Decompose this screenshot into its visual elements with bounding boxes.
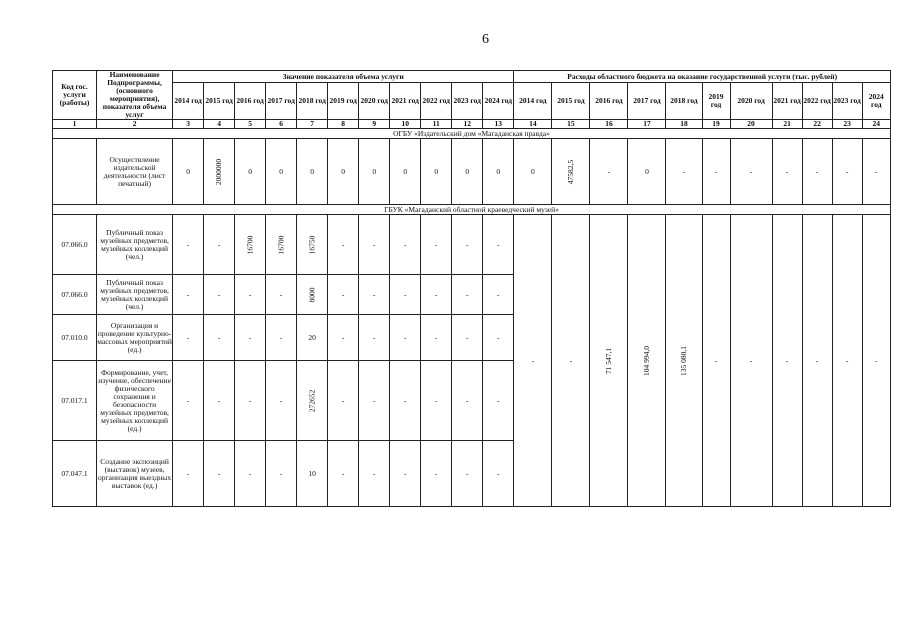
column-number: 18 <box>666 120 702 129</box>
volume-value: - <box>452 275 483 315</box>
expense-value <box>590 215 628 507</box>
column-number: 1 <box>53 120 97 129</box>
volume-value: - <box>328 275 359 315</box>
volume-value: - <box>235 275 266 315</box>
column-number: 19 <box>702 120 730 129</box>
expense-value-text: 104 994,0 <box>641 345 651 376</box>
volume-value: - <box>173 315 204 361</box>
column-number: 13 <box>483 120 514 129</box>
row-code <box>53 139 97 205</box>
volume-value: - <box>390 215 421 275</box>
volume-value: 0 <box>328 139 359 205</box>
column-number: 22 <box>802 120 832 129</box>
volume-value: 0 <box>297 139 328 205</box>
volume-value: 0 <box>235 139 266 205</box>
volume-value: - <box>204 215 235 275</box>
expense-value: - <box>772 215 802 507</box>
column-number: 20 <box>730 120 772 129</box>
expense-value: - <box>514 215 552 507</box>
services-table <box>52 70 891 507</box>
volume-year-header: 2022 год <box>421 83 452 120</box>
column-number: 7 <box>297 120 328 129</box>
volume-year-header: 2020 год <box>359 83 390 120</box>
expense-year-header: 2017 год <box>628 83 666 120</box>
expense-value: - <box>590 139 628 205</box>
volume-value-text: 8000 <box>307 287 317 302</box>
row-name: Публичный показ музейных предметов, музейных коллекций (чел.) <box>97 275 173 315</box>
volume-year-header: 2018 год <box>297 83 328 120</box>
volume-value: - <box>328 215 359 275</box>
expense-year-header: 2024 год <box>862 83 890 120</box>
volume-value: - <box>328 361 359 441</box>
volume-year-header: 2015 год <box>204 83 235 120</box>
volume-value: - <box>390 361 421 441</box>
expense-value: - <box>702 215 730 507</box>
org2-title: ГБУК «Магаданский областной краеведческий музей» <box>53 205 891 215</box>
volume-value: - <box>452 441 483 507</box>
row-name: Формирование, учет, изучение, обеспечение физического сохранения и безопасности музейных предметов, музейных коллекций (ед.) <box>97 361 173 441</box>
expense-value: 0 <box>514 139 552 205</box>
column-number: 17 <box>628 120 666 129</box>
volume-value <box>235 215 266 275</box>
volume-value: - <box>483 361 514 441</box>
expense-year-header: 2022 год <box>802 83 832 120</box>
expense-value-text: 47582,5 <box>565 159 575 184</box>
row-name: Осуществление издательской деятельности (лист печатный) <box>97 139 173 205</box>
expense-year-header: 2014 год <box>514 83 552 120</box>
expense-value: - <box>802 139 832 205</box>
volume-value: 0 <box>390 139 421 205</box>
column-number: 23 <box>832 120 862 129</box>
expense-year-header: 2019 год <box>702 83 730 120</box>
header-expense-group: Расходы областного бюджета на оказание государственной услуги (тыс. рублей) <box>514 71 891 83</box>
column-number: 15 <box>552 120 590 129</box>
volume-value: 0 <box>266 139 297 205</box>
volume-value: - <box>266 441 297 507</box>
volume-value: - <box>483 315 514 361</box>
volume-value: 20 <box>297 315 328 361</box>
expense-value: - <box>862 139 890 205</box>
volume-value: - <box>173 275 204 315</box>
header-volume-group: Значение показателя объема услуги <box>173 71 514 83</box>
volume-year-header: 2023 год <box>452 83 483 120</box>
org1-title: ОГБУ «Издательский дом «Магаданская правда» <box>53 129 891 139</box>
volume-value <box>297 215 328 275</box>
column-number: 24 <box>862 120 890 129</box>
expense-value: - <box>832 215 862 507</box>
column-number: 8 <box>328 120 359 129</box>
volume-value: - <box>328 315 359 361</box>
column-number: 9 <box>359 120 390 129</box>
column-number: 21 <box>772 120 802 129</box>
volume-value: - <box>204 275 235 315</box>
volume-value: - <box>359 215 390 275</box>
volume-value: 10 <box>297 441 328 507</box>
volume-value: 0 <box>173 139 204 205</box>
volume-value: - <box>483 275 514 315</box>
volume-value: - <box>421 441 452 507</box>
volume-value: - <box>452 361 483 441</box>
volume-value: - <box>452 215 483 275</box>
expense-year-header: 2015 год <box>552 83 590 120</box>
volume-value: - <box>421 361 452 441</box>
row-code: 07.047.1 <box>53 441 97 507</box>
volume-value: - <box>359 275 390 315</box>
row-code: 07.066.0 <box>53 215 97 275</box>
expense-value: - <box>802 215 832 507</box>
row-name: Публичный показ музейных предметов, музейных коллекций (чел.) <box>97 215 173 275</box>
volume-value: - <box>390 275 421 315</box>
volume-value: - <box>483 441 514 507</box>
expense-value: - <box>730 215 772 507</box>
volume-value: - <box>452 315 483 361</box>
column-number: 12 <box>452 120 483 129</box>
volume-value-text: 16700 <box>245 235 255 254</box>
volume-value: - <box>483 215 514 275</box>
expense-value: - <box>862 215 890 507</box>
volume-value <box>204 139 235 205</box>
volume-value: - <box>173 215 204 275</box>
expense-value: - <box>832 139 862 205</box>
column-number: 11 <box>421 120 452 129</box>
volume-value: 0 <box>483 139 514 205</box>
column-number: 16 <box>590 120 628 129</box>
volume-value: - <box>390 441 421 507</box>
volume-value <box>297 361 328 441</box>
volume-value: - <box>359 361 390 441</box>
volume-value-text: 16700 <box>276 235 286 254</box>
volume-value: - <box>421 315 452 361</box>
expense-value-text: 71 547,1 <box>603 347 613 374</box>
volume-value: - <box>204 315 235 361</box>
header-code: Код гос. услуги (работы) <box>53 71 97 120</box>
expense-value <box>666 215 702 507</box>
volume-value: - <box>235 315 266 361</box>
volume-value: - <box>235 441 266 507</box>
volume-value: - <box>359 315 390 361</box>
volume-value: - <box>421 275 452 315</box>
row-code: 07.017.1 <box>53 361 97 441</box>
column-number: 10 <box>390 120 421 129</box>
volume-value: - <box>173 361 204 441</box>
column-number: 4 <box>204 120 235 129</box>
volume-value: 0 <box>421 139 452 205</box>
expense-value: - <box>552 215 590 507</box>
expense-year-header: 2018 год <box>666 83 702 120</box>
volume-value: - <box>328 441 359 507</box>
volume-year-header: 2017 год <box>266 83 297 120</box>
column-number: 3 <box>173 120 204 129</box>
column-number: 6 <box>266 120 297 129</box>
volume-value: - <box>204 361 235 441</box>
row-code: 07.066.0 <box>53 275 97 315</box>
expense-value: - <box>666 139 702 205</box>
volume-year-header: 2024 год <box>483 83 514 120</box>
volume-value: - <box>421 215 452 275</box>
volume-value: 0 <box>452 139 483 205</box>
volume-value: - <box>266 361 297 441</box>
volume-value-text: 16750 <box>307 235 317 254</box>
volume-value: - <box>173 441 204 507</box>
expense-value-text: 135 080,1 <box>679 345 688 376</box>
expense-year-header: 2021 год <box>772 83 802 120</box>
expense-year-header: 2023 год <box>832 83 862 120</box>
volume-year-header: 2019 год <box>328 83 359 120</box>
volume-value: - <box>359 441 390 507</box>
page-number: 6 <box>482 32 489 47</box>
volume-value <box>297 275 328 315</box>
expense-value: - <box>730 139 772 205</box>
column-number: 14 <box>514 120 552 129</box>
volume-value: - <box>266 275 297 315</box>
volume-value: - <box>235 361 266 441</box>
volume-value <box>266 215 297 275</box>
expense-year-header: 2016 год <box>590 83 628 120</box>
volume-value: - <box>204 441 235 507</box>
volume-year-header: 2016 год <box>235 83 266 120</box>
volume-value: - <box>266 315 297 361</box>
expense-value: - <box>772 139 802 205</box>
volume-value-text: 2000000 <box>214 158 224 185</box>
row-name: Организация и проведение культурно-массовых мероприятий (ед.) <box>97 315 173 361</box>
volume-value: 0 <box>359 139 390 205</box>
row-code: 07.010.0 <box>53 315 97 361</box>
expense-value: 0 <box>628 139 666 205</box>
column-number: 2 <box>97 120 173 129</box>
header-name: Наименование Подпрограммы, (основного мероприятия), показателя объема услуг <box>97 71 173 120</box>
expense-value <box>552 139 590 205</box>
volume-year-header: 2014 год <box>173 83 204 120</box>
row-name: Создание экспозиций (выставок) музеев, организация выездных выставок (ед.) <box>97 441 173 507</box>
expense-value: - <box>702 139 730 205</box>
volume-value: - <box>390 315 421 361</box>
volume-value-text: 272652 <box>307 389 317 412</box>
column-number: 5 <box>235 120 266 129</box>
volume-year-header: 2021 год <box>390 83 421 120</box>
expense-value <box>628 215 666 507</box>
expense-year-header: 2020 год <box>730 83 772 120</box>
